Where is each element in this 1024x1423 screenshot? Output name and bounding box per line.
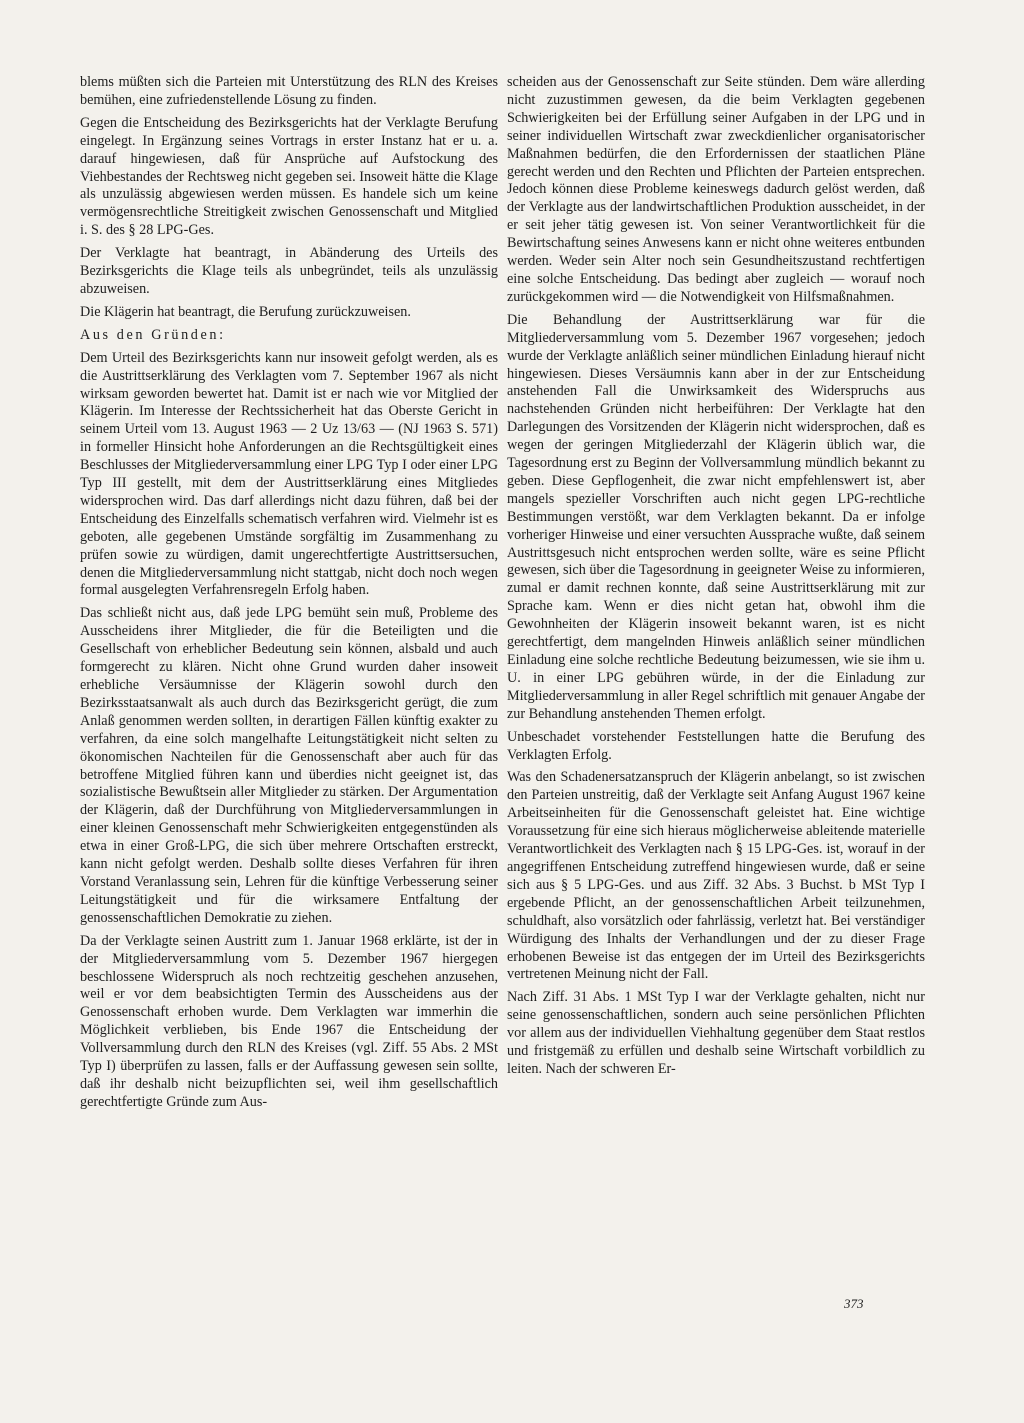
right-column [507,74,925,1084]
paragraph: Gegen die Entscheidung des Bezirksgerichts hat der Verklagte Berufung eingelegt. In Ergänzung seines Vortrags in erster Instanz hat er u. a. darauf hingewiesen, daß für Ansprüche auf Aufstockung des Viehbestandes der Rechtsweg nicht gegeben sei. Insoweit hätte die Klage als unzulässig abgewiesen werden müssen. Es handele sich um keine vermögensrechtliche Streitigkeit zwischen Genossenschaft und Mitglied i. S. des § 28 LPG-Ges. [80,114,498,239]
paragraph: Was den Schadenersatzanspruch der Klägerin anbelangt, so ist zwischen den Parteien unstreitig, daß der Verklagte seit Anfang August 1967 keine Arbeitseinheiten für die Genossenschaft geleistet hat. Eine wichtige Voraussetzung für eine sich hieraus möglicherweise ableitende materielle Verantwortlichkeit des Verklagten nach § 15 LPG-Ges. ist, worauf in der angegriffenen Entscheidung zutreffend hingewiesen wurde, daß er seine sich aus § 5 LPG-Ges. und aus Ziff. 32 Abs. 3 Buchst. b MSt Typ I ergebende Pflicht, an der genossenschaftlichen Arbeit teilzunehmen, schuldhaft, also vorsätzlich oder fahrlässig, verletzt hat. Bei verständiger Würdigung des Inhalts der Verhandlungen und der zu dieser Frage erhobenen Beweise ist das entgegen der im Urteil des Bezirksgerichts vertretenen Meinung nicht der Fall. [507,769,925,983]
paragraph: Die Klägerin hat beantragt, die Berufung zurückzuweisen. [80,303,411,320]
paragraph: blems müßten sich die Parteien mit Unterstützung des RLN des Kreises bemühen, eine zufriedenstellende Lösung zu finden. [80,74,498,108]
paragraph: Der Verklagte hat beantragt, in Abänderung des Urteils des Bezirksgerichts die Klage teils als unbegründet, teils als unzulässig abzuweisen. [80,245,498,297]
paragraph: Nach Ziff. 31 Abs. 1 MSt Typ I war der Verklagte gehalten, nicht nur seine genossenschaftlichen, sondern auch seine persönlichen Pflichten vor allem aus der individuellen Viehhaltung gegenüber dem Staat restlos und fristgemäß zu erfüllen und deshalb seine Wirtschaft vorbildlich zu leiten. Nach der schweren Er- [507,989,925,1077]
left-column [80,74,498,1117]
paragraph: scheiden aus der Genossenschaft zur Seite stünden. Dem wäre allerding nicht zuzustimmen gewesen, da die beim Verklagten gegebenen Schwierigkeiten bei der Erfüllung seiner Aufgaben in der LPG und in seiner individuellen Wirtschaft zwar zweckdienlicher organisatorischer Maßnahmen bedürfen, die den Erfordernissen der staatlichen Pläne gerecht werden und den Rechten und Pflichten der Parteien entsprechen. Jedoch können diese Probleme keineswegs dadurch gelöst werden, daß der Verklagte aus der landwirtschaftlichen Produktion ausscheidet, in der er seit jeher tätig gewesen ist. Von seiner Verantwortlichkeit für die Bewirtschaftung seines Anwesens kann er nicht ohne weiteres entbunden werden. Weder sein Alter noch sein Gesundheitszustand rechtfertigen eine solche Entscheidung. Das bedingt aber zugleich — worauf noch zurückgekommen wird — die Notwendigkeit von Hilfsmaßnahmen. [507,74,925,305]
paragraph: Unbeschadet vorstehender Feststellungen hatte die Berufung des Verklagten Erfolg. [507,728,925,763]
paragraph: Da der Verklagte seinen Austritt zum 1. Januar 1968 erklärte, ist der in der Mitgliederversammlung vom 5. Dezember 1967 hiergegen beschlossene Widerspruch als noch rechtzeitig geschehen anzusehen, weil er vor dem beabsichtigten Termin des Ausscheidens aus der Genossenschaft erhoben wurde. Dem Verklagten war immerhin die Möglichkeit verblieben, bis Ende 1967 die Entscheidung der Vollversammlung durch den RLN des Kreises (vgl. Ziff. 55 Abs. 2 MSt Typ I) überprüfen zu lassen, falls er der Auffassung gewesen sein sollte, daß ihr deshalb nicht beizupflichten sei, weil ihm gesellschaftlich gerechtfertigte Gründe zum Aus- [80,932,498,1110]
paragraph: Die Behandlung der Austrittserklärung war für die Mitgliederversammlung vom 5. Dezember 1967 vorgesehen; jedoch wurde der Verklagte anläßlich seiner mündlichen Einladung hierauf nicht hingewiesen. Dieses Versäumnis kann aber in der zur Entscheidung anstehenden Fall die Unwirksamkeit des Widerspruchs aus nachstehenden Gründen nicht herbeiführen: Der Verklagte hat den Darlegungen des Vorsitzenden der Klägerin nicht widersprochen, daß es wegen der geringen Mitgliederzahl der Klägerin üblich war, die Tagesordnung erst zu Beginn der Vollversammlung mündlich bekannt zu geben. Diese Gepflogenheit, die zwar nicht empfehlenswert ist, aber mangels spezieller Vorschriften auch nicht gegen LPG-rechtliche Bestimmungen verstößt, war dem Verklagten bekannt. Da er infolge vorheriger Hinweise und einer versuchten Aussprache wußte, daß seinem Austrittsgesuch nicht entsprochen werden sollte, wäre es seine Pflicht gewesen, sich über die Tagesordnung in geeigneter Weise zu informieren, zumal er damit rechnen konnte, daß seine Austrittserklärung mit zur Sprache kam. Wenn er dies nicht getan hat, obwohl ihm die Gewohnheiten der Klägerin insoweit bekannt waren, ist es nicht gerechtfertigt, dem mangelnden Hinweis anläßlich seiner mündlichen Einladung eine solche rechtliche Bedeutung beizumessen, wie sie ihm u. U. in einer LPG gebühren würde, in der die Einladung zur Mitgliederversammlung in aller Regel schriftlich mit genauer Angabe der zur Behandlung anstehenden Themen erfolgt. [507,311,925,722]
paragraph: Dem Urteil des Bezirksgerichts kann nur insoweit gefolgt werden, als es die Austrittserklärung des Verklagten vom 7. September 1967 als nicht wirksam geworden bewertet hat. Damit ist er nach wie vor Mitglied der Klägerin. Im Interesse der Rechtssicherheit hat das Oberste Gericht in seinem Urteil vom 13. August 1963 — 2 Uz 13/63 — (NJ 1963 S. 571) in formeller Hinsicht hohe Anforderungen an die Rechtsgültigkeit eines Beschlusses der Mitgliederversammlung einer LPG Typ I oder einer LPG Typ III gestellt, mit dem der Austrittserklärung eines Mitgliedes widersprochen wird. Das darf allerdings nicht dazu führen, daß bei der Entscheidung des Einzelfalls schematisch verfahren wird. Vielmehr ist es geboten, alle gegebenen Umstände sorgfältig im Zusammenhang zu prüfen sowie zu würdigen, damit ungerechtfertigte Austrittsersuchen, denen die Mitgliederversammlung nicht stattgab, nicht doch noch wegen formal ausgelegten Verfahrensregeln Erfolg haben. [80,349,498,599]
page-number: 373 [844,1296,864,1311]
paragraph: Das schließt nicht aus, daß jede LPG bemüht sein muß, Probleme des Ausscheidens ihrer Mitglieder, die für die Beteiligten und die Gesellschaft von erheblicher Bedeutung sein können, alsbald und auch formgerecht zu klären. Nicht ohne Grund wurden daher insoweit erhebliche Versäumnisse der Klägerin sowohl durch den Bezirksstaatsanwalt als auch durch das Bezirksgericht gerügt, die zum Anlaß genommen werden sollten, in derartigen Fällen künftig exakter zu verfahren, da eine solch mangelhafte Leitungstätigkeit nicht selten zu ökonomischen Nachteilen für die Genossenschaft aber auch für das betroffene Mitglied führen kann und überdies nicht geeignet ist, das sozialistische Bewußtsein aller Mitglieder zu stärken. Der Argumentation der Klägerin, daß der Durchführung von Mitgliederversammlungen in einer kleinen Genossenschaft mehr Schwierigkeiten entgegenstünden als etwa in einer Groß-LPG, die sich über mehrere Ortschaften erstreckt, kann nicht gefolgt werden. Deshalb sollte dieses Verfahren für ihren Vorstand Veranlassung sein, Lehren für die künftige Verbesserung seiner Leitungstätigkeit und für die wirksamere Entfaltung der genossenschaftlichen Demokratie zu ziehen. [80,605,498,926]
section-heading: Aus den Gründen: [80,326,226,343]
